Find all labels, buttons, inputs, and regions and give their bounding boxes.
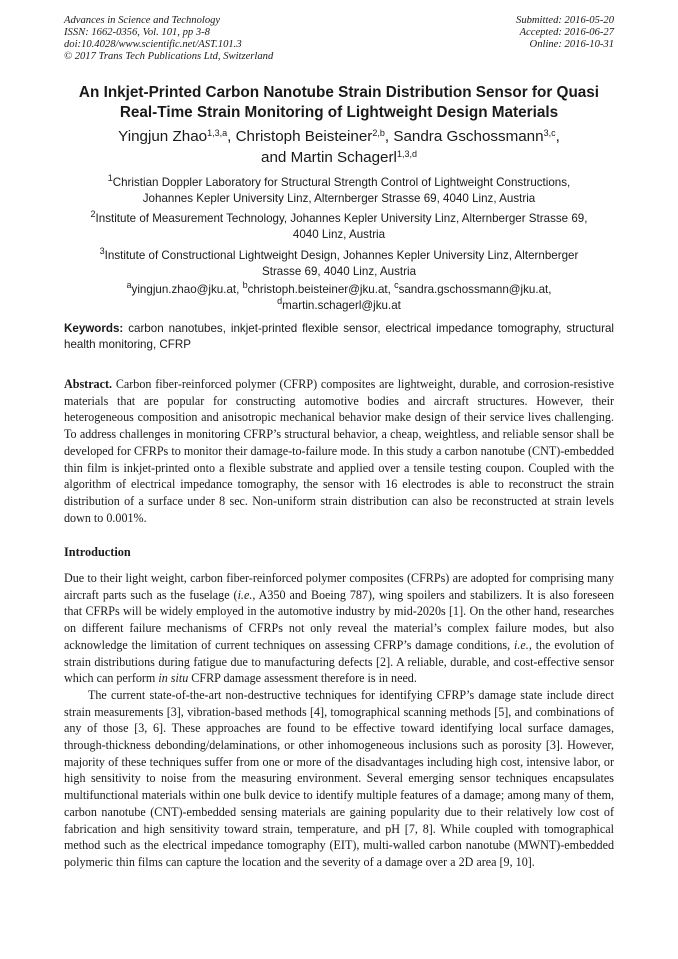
author-sup: 1,3,a — [207, 128, 228, 138]
email-zhao[interactable]: yingjun.zhao@jku.at, — [131, 283, 243, 296]
abstract-label: Abstract. — [64, 377, 113, 391]
abstract — [64, 376, 614, 526]
email-gschossmann[interactable]: sandra.gschossmann@jku.at, — [398, 283, 552, 296]
copyright: © 2017 Trans Tech Publications Ltd, Switzerland — [64, 51, 274, 62]
author-sep: , — [227, 128, 236, 145]
intro-paragraph-2: The current state-of-the-art non-destructive techniques for identifying CFRP’s damage state include direct strain measurements [3], vibration-based methods [4], tomographical scanning methods [5], and combinations of any of those [3, 6]. These approaches are found to be effective toward identifying local surface damages, through-thickness debonding/delaminations, or other inhomogeneous inclusions such as porosity [3]. However, majority of these techniques suffer from one or more of the disadvantages including high cost, intensive labor, or high sensitivity to noise from the measuring environment. Several emerging sensor techniques encapsulates multifunctional materials within one bulk device to identify multiple features of a damage; among many of them, carbon nanotube (CNT)-embedded sensing materials are gaining popularity due to their relatively low cost of fabrication and high sensitivity toward strain, temperature, and pH [7, 8]. While coupled with tomographical method such as the electrical impedance tomography (EIT), multi-walled carbon nanotube (MWNT)-embedded polymeric thin films can capture the location and the severity of a damage over a 2D area [9, 10]. — [64, 687, 614, 869]
title-line-2: Real-Time Strain Monitoring of Lightweight Design Materials — [119, 104, 559, 121]
affiliation-line: Strasse 69, 4040 Linz, Austria — [261, 265, 417, 278]
submitted-date: Submitted: 2016-05-20 — [516, 15, 614, 26]
intro-text: CFRP damage assessment therefore is in need. — [188, 671, 417, 686]
journal-name: Advances in Science and Technology — [64, 15, 221, 26]
title-line-1: An Inkjet-Printed Carbon Nanotube Strain Distribution Sensor for Quasi — [78, 84, 600, 101]
affiliation-sup: 3 — [99, 246, 105, 256]
keywords — [64, 321, 614, 353]
affiliation-line: 4040 Linz, Austria — [292, 228, 386, 241]
author-sep: , — [555, 128, 560, 145]
affiliation-sup: 2 — [90, 209, 96, 219]
email-schagerl[interactable]: martin.schagerl@jku.at — [282, 299, 401, 312]
journal-info — [64, 15, 273, 63]
intro-text: , the evolution of strain distributions during fatigue due to manufacturing defects [2]. A reliable, durable, and cost-effective sensor which can perform — [64, 637, 615, 686]
accepted-date: Accepted: 2016-06-27 — [519, 27, 614, 38]
author-name: Christoph Beisteiner — [235, 128, 373, 145]
author-sup: 2,b — [372, 128, 385, 138]
author-sup: 1,3,d — [396, 149, 417, 159]
author-name: Yingjun Zhao — [118, 128, 208, 145]
abstract-text: Carbon fiber-reinforced polymer (CFRP) composites are lightweight, durable, and corrosion-resistive materials that are popular for constructing automotive bodies and aircraft structures. However, their heterogeneous composition and anisotropic mechanical behavior make design of their service lives challenging. To address challenges in monitoring CFRP’s structural behavior, a cheap, weightless, and reliable sensor shall be developed for CFRPs to monitor their damage-to-failure mode. In this study a carbon nanotube (CNT)-embedded thin film is inkjet-printed onto a flexible substrate and applied over a tensile testing coupon. Coupled with the algorithm of electrical impedance tomography, the sensor with 16 electrodes is able to reconstruct the strain distribution of a surface under 8 sec. Non-uniform strain distribution can also be reconstructed at strain levels down to 0.001%. — [64, 377, 614, 525]
paper-title — [40, 83, 638, 123]
affiliation-line: Christian Doppler Laboratory for Structural Strength Control of Lightweight Constructions, — [112, 176, 571, 189]
affiliation-sup: 1 — [107, 173, 113, 183]
affiliation-line: Institute of Measurement Technology, Johannes Kepler University Linz, Alternberger Strasse 69, — [95, 212, 588, 225]
intro-italic: in situ — [158, 671, 189, 686]
intro-italic: i.e. — [237, 587, 253, 602]
intro-text: , A350 and Boeing 787), wing spoilers and stabilizers. It is also foreseen that CFRPs will be widely employed in the automotive industry by mid-2020s [1]. On the other hand, researches on different failure mechanisms of CFRPs not only reveal the material’s complex failure modes, but also acknowledge the limitation of current techniques on assessing CFRP’s damage conditions, — [64, 587, 614, 652]
author-sep: , — [384, 128, 394, 145]
authors-line-2 — [40, 147, 638, 168]
intro-italic: i.e. — [514, 637, 529, 652]
author-name: Sandra Gschossmann — [393, 128, 544, 145]
affiliation-1 — [64, 175, 614, 207]
author-sup: 3,c — [543, 128, 556, 138]
keywords-label: Keywords: — [64, 322, 124, 335]
intro-text: Due to their light weight, carbon fiber-reinforced polymer composites (CFRPs) are adopted for comprising many aircraft parts such as the fuselage ( — [64, 571, 614, 602]
affiliation-2 — [64, 211, 614, 243]
intro-paragraph-1 — [64, 570, 614, 687]
affiliation-3 — [64, 248, 614, 280]
author-name: and Martin Schagerl — [261, 149, 397, 166]
keywords-text: carbon nanotubes, inkjet-printed flexible sensor, electrical impedance tomography, structural health monitoring, CFRP — [64, 322, 614, 351]
affiliation-line: Institute of Constructional Lightweight Design, Johannes Kepler University Linz, Alternberger — [104, 249, 579, 262]
email-sup: c — [394, 280, 399, 290]
dates-info — [516, 15, 614, 51]
email-sup: b — [242, 280, 248, 290]
online-date: Online: 2016-10-31 — [529, 39, 614, 50]
affiliation-line: Johannes Kepler University Linz, Alternberger Strasse 69, 4040 Linz, Austria — [142, 192, 536, 205]
introduction-heading: Introduction — [64, 545, 131, 559]
email-sup: a — [126, 280, 132, 290]
author-list — [40, 126, 638, 168]
doi: doi:10.4028/www.scientific.net/AST.101.3 — [64, 39, 242, 50]
email-sup: d — [277, 296, 283, 306]
issn: ISSN: 1662-0356, Vol. 101, pp 3-8 — [64, 27, 210, 38]
introduction-body — [64, 570, 614, 871]
email-list — [64, 282, 614, 314]
email-beisteiner[interactable]: christoph.beisteiner@jku.at, — [247, 283, 395, 296]
authors-line-1 — [40, 126, 638, 147]
